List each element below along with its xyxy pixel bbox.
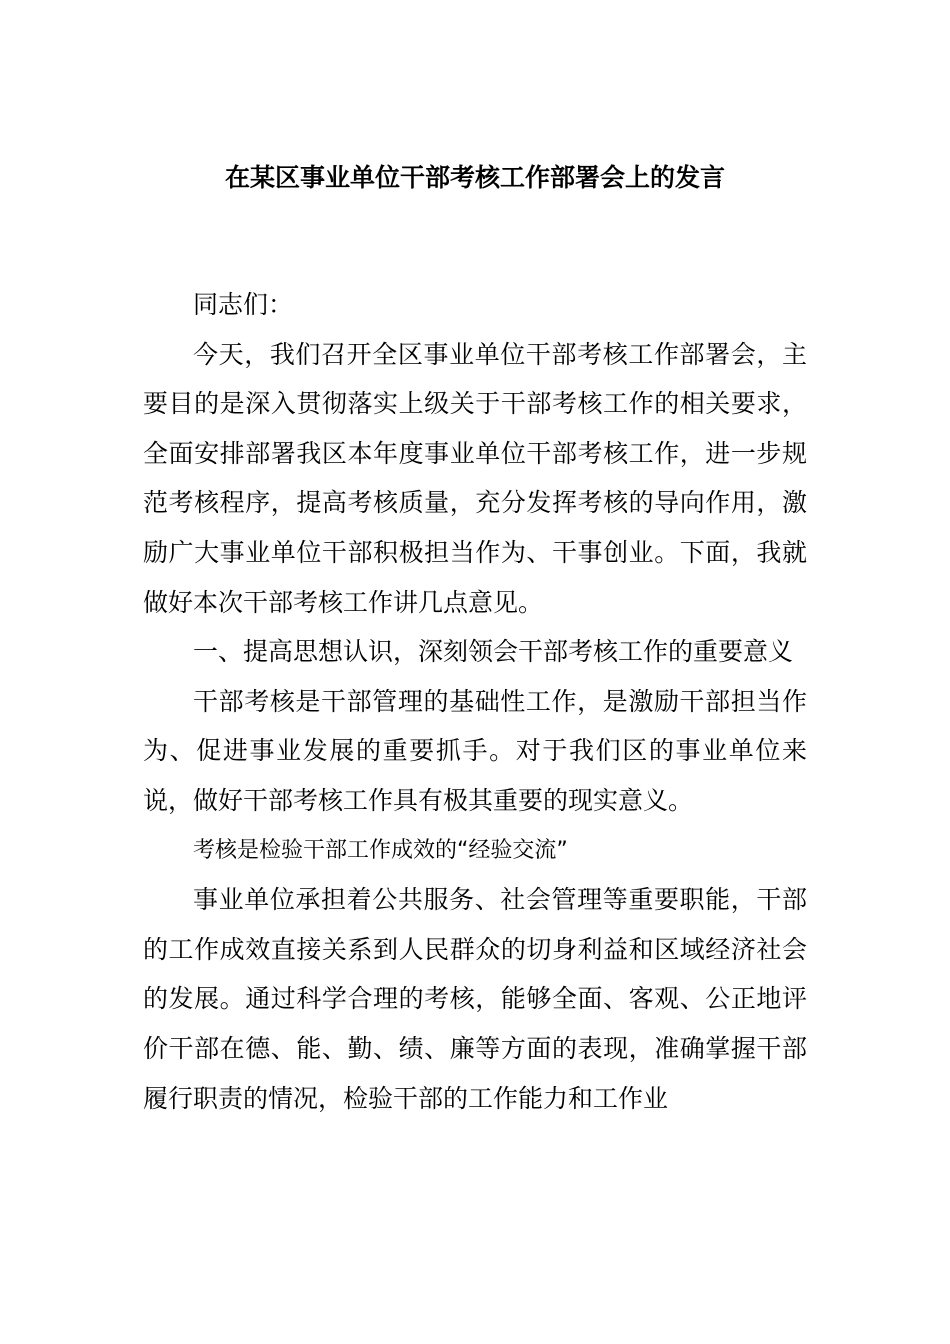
document-body [143, 280, 807, 1123]
document-title: 在某区事业单位干部考核工作部署会上的发言 [224, 163, 725, 192]
section-heading-1: 一、提高思想认识，深刻领会干部考核工作的重要意义 [193, 637, 794, 667]
paragraph-significance: 干部考核是干部管理的基础性工作，是激励干部担当作为、促进事业发展的重要抓手。对于我们区的事业单位来说，做好干部考核工作具有极其重要的现实意义。 [143, 686, 807, 815]
subheading-assessment: 考核是检验干部工作成效的“经验交流” [193, 837, 568, 863]
salutation: 同志们： [193, 290, 294, 319]
paragraph-intro: 今天，我们召开全区事业单位干部考核工作部署会，主要目的是深入贯彻落实上级关于干部考核工作的相关要求，全面安排部署我区本年度事业单位干部考核工作，进一步规范考核程序，提高考核质量，充分发挥考核的导向作用，激励广大事业单位干部积极担当作为、干事创业。下面，我就做好本次干部考核工作讲几点意见。 [143, 339, 807, 617]
paragraph-public-service: 事业单位承担着公共服务、社会管理等重要职能，干部的工作成效直接关系到人民群众的切身利益和区域经济社会的发展。通过科学合理的考核，能够全面、客观、公正地评价干部在德、能、勤、绩、廉等方面的表现，准确掌握干部履行职责的情况，检验干部的工作能力和工作业 [143, 885, 807, 1113]
